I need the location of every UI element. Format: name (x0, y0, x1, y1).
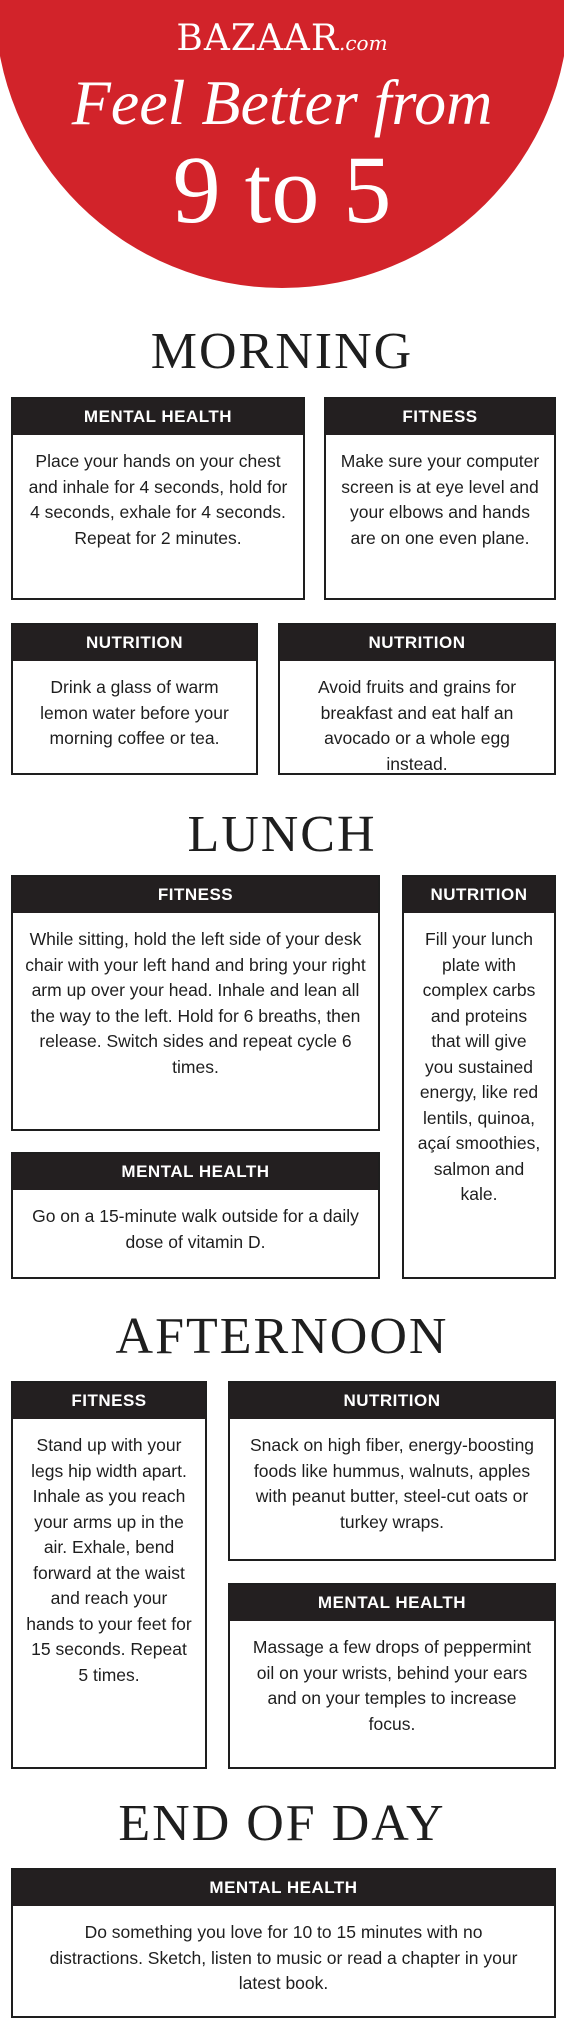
afternoon-mental-health-card (228, 1583, 556, 1769)
card-text: Go on a 15-minute walk outside for a daily dose of vitamin D. (32, 1206, 359, 1252)
brand-suffix: .com (339, 31, 388, 55)
afternoon-fitness-card (11, 1381, 207, 1769)
card-text: Drink a glass of warm lemon water before your morning coffee or tea. (40, 677, 229, 748)
header-banner (0, 0, 564, 290)
lunch-nutrition-card (402, 875, 556, 1279)
morning-fitness-card (324, 397, 556, 600)
card-text: Snack on high fiber, energy-boosting foods like hummus, walnuts, apples with peanut butter, steel-cut oats or turkey wraps. (249, 1435, 535, 1532)
lunch-fitness-card (11, 875, 380, 1131)
card-text: Massage a few drops of peppermint oil on your wrists, behind your ears and on your temples to increase focus. (252, 1637, 532, 1734)
page-title-line2: 9 to 5 (172, 136, 392, 243)
morning-nutrition-card-2 (278, 623, 556, 775)
card-heading: NUTRITION (13, 625, 256, 661)
morning-nutrition-card-1 (11, 623, 258, 775)
card-text: Place your hands on your chest and inhale for 4 seconds, hold for 4 seconds, exhale for 4 seconds. Repeat for 2 minutes. (28, 451, 288, 548)
card-heading: MENTAL HEALTH (13, 1154, 378, 1190)
card-text: Do something you love for 10 to 15 minutes with no distractions. Sketch, listen to music or read a chapter in your latest book. (49, 1922, 518, 1993)
card-heading: FITNESS (326, 399, 554, 435)
card-text: Make sure your computer screen is at eye level and your elbows and hands are on one even plane. (340, 451, 540, 548)
lunch-mental-health-card (11, 1152, 380, 1279)
card-heading: FITNESS (13, 1383, 205, 1419)
card-heading: NUTRITION (280, 625, 554, 661)
card-text: Fill your lunch plate with complex carbs and proteins that will give you sustained energy, like red lentils, quinoa, açaí smoothies, salmon and kale. (417, 929, 541, 1204)
card-heading: MENTAL HEALTH (13, 1870, 554, 1906)
brand-name: BAZAAR (176, 18, 339, 59)
section-title-end-of-day: END OF DAY (118, 1795, 446, 1852)
card-heading: NUTRITION (404, 877, 554, 913)
card-text: Avoid fruits and grains for breakfast and eat half an avocado or a whole egg instead. (317, 677, 517, 774)
card-heading: FITNESS (13, 877, 378, 913)
card-text: While sitting, hold the left side of your desk chair with your left hand and bring your right arm up over your head. Inhale and lean all the way to the left. Hold for 6 breaths, then release. Switch sides and repeat cycle 6 times. (25, 929, 366, 1077)
end-of-day-mental-health-card (11, 1868, 556, 2018)
page-title-line1: Feel Better from (71, 67, 493, 138)
card-heading: MENTAL HEALTH (13, 399, 303, 435)
card-text: Stand up with your legs hip width apart. Inhale as you reach your arms up in the air. Exhale, bend forward at the waist and reach your hands to your feet for 15 seconds. Repeat 5 times. (26, 1435, 192, 1685)
card-heading: MENTAL HEALTH (230, 1585, 554, 1621)
card-heading: NUTRITION (230, 1383, 554, 1419)
afternoon-nutrition-card (228, 1381, 556, 1561)
section-title-morning: MORNING (150, 323, 414, 380)
section-title-afternoon: AFTERNOON (115, 1308, 449, 1365)
brand-logo[interactable] (0, 18, 564, 59)
morning-mental-health-card (11, 397, 305, 600)
section-title-lunch: LUNCH (187, 806, 377, 863)
